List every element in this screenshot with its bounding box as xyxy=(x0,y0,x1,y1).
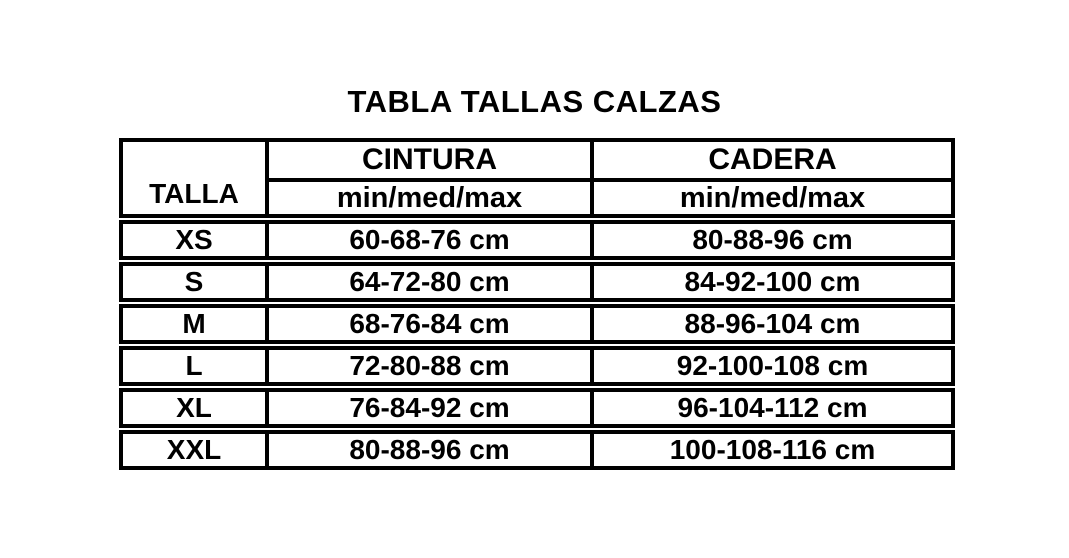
cadera-value: 80-88-96 cm xyxy=(594,220,955,260)
cadera-value: 88-96-104 cm xyxy=(594,304,955,344)
cintura-value: 76-84-92 cm xyxy=(269,388,594,428)
column-header-cadera-subheader: min/med/max xyxy=(679,181,866,214)
size-chart-table xyxy=(119,136,955,472)
table-row xyxy=(119,262,955,302)
cintura-value: 60-68-76 cm xyxy=(269,220,594,260)
size-label: S xyxy=(119,262,269,302)
table-row xyxy=(119,220,955,260)
cintura-value: 64-72-80 cm xyxy=(269,262,594,302)
cadera-value: 100-108-116 cm xyxy=(594,430,955,470)
table-row xyxy=(119,346,955,386)
size-label: M xyxy=(119,304,269,344)
cintura-value: 68-76-84 cm xyxy=(269,304,594,344)
column-header-talla-label: TALLA xyxy=(149,178,239,209)
cintura-value: 72-80-88 cm xyxy=(269,346,594,386)
table-header-row xyxy=(119,138,955,218)
column-header-cintura xyxy=(269,138,594,218)
table-row xyxy=(119,388,955,428)
column-header-cadera xyxy=(594,138,955,218)
cintura-value: 80-88-96 cm xyxy=(269,430,594,470)
size-label: L xyxy=(119,346,269,386)
column-header-cadera-label: CADERA xyxy=(594,142,951,182)
table-row xyxy=(119,304,955,344)
size-label: XS xyxy=(119,220,269,260)
cadera-value: 96-104-112 cm xyxy=(594,388,955,428)
cadera-value: 84-92-100 cm xyxy=(594,262,955,302)
size-label: XL xyxy=(119,388,269,428)
table-row xyxy=(119,430,955,470)
page-title: TABLA TALLAS CALZAS xyxy=(347,84,722,119)
cadera-value: 92-100-108 cm xyxy=(594,346,955,386)
column-header-talla xyxy=(119,138,269,218)
column-header-cintura-label: CINTURA xyxy=(269,142,590,182)
column-header-cintura-subheader: min/med/max xyxy=(336,181,523,214)
size-label: XXL xyxy=(119,430,269,470)
